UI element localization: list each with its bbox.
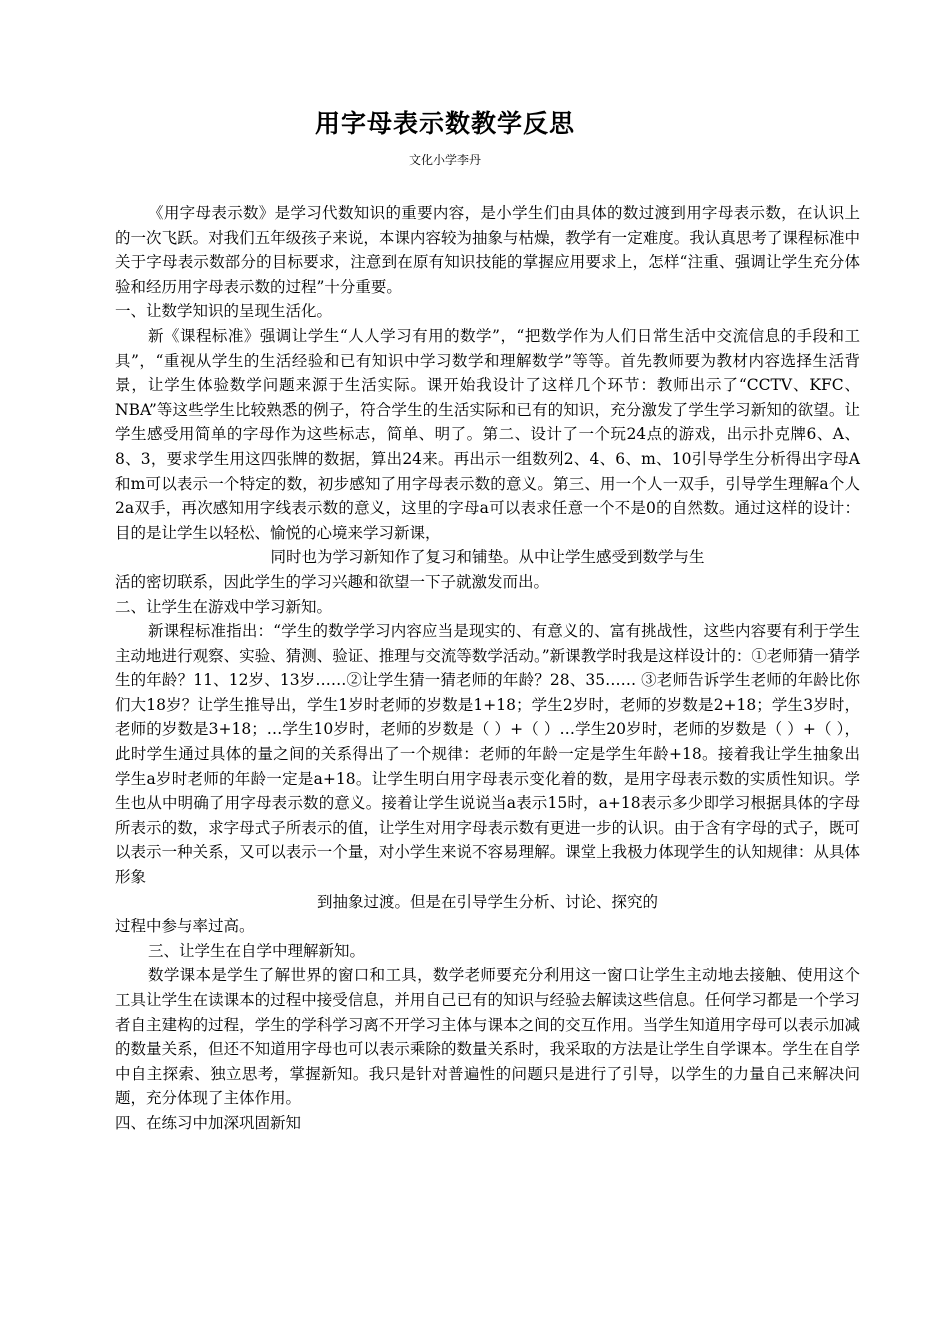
section-2-heading: 二、让学生在游戏中学习新知。 [115,597,333,616]
intro-paragraph: 《用字母表示数》是学习代数知识的重要内容，是小学生们由具体的数过渡到用字母表示数，在认识上的一次飞跃。对我们五年级孩子来说，本课内容较为抽象与枯燥，教学有一定难度。我认真思考了课程标准中关于字母表示数部分的目标要求，注意到在原有知识技能的掌握应用要求上，怎样“注重、强调让学生充分体验和经历用字母表示数的过程”十分重要。 [115,204,860,296]
section-1-paragraph-end: 活的密切联系，因此学生的学习兴趣和欲望一下子就激发而出。 [115,572,550,591]
section-2-paragraph-center-line: 到抽象过渡。但是在引导学生分析、讨论、探究的 [316,892,658,911]
section-1-heading: 一、让数学知识的呈现生活化。 [115,302,333,321]
section-1-paragraph: 新《课程标准》强调让学生“人人学习有用的数学”，“把数学作为人们日常生活中交流信息的手段和工具”，“重视从学生的生活经验和已有知识中学习数学和理解数学”等等。首先教师要为教材内容选择生活背景，让学生体验数学问题来源于生活实际。课开始我设计了这样几个环节：教师出示了“CCTV、KFC、NBA”等这些学生比较熟悉的例子，符合学生的生活实际和已有的知识，充分激发了学生学习新知的欲望。让学生感受用简单的字母作为这些标志，简单、明了。第二、设计了一个玩24点的游戏，出示扑克牌6、A、8、3，要求学生用这四张牌的数据，算出24来。再出示一组数列2、4、6、m、10引导学生分析得出字母A和m可以表示一个特定的数，初步感知了用字母表示数的意义。第三、用一个人一双手，引导学生理解a个人2a双手，再次感知用字线表示数的意义，这里的字母a可以表求任意一个不是0的自然数。通过这样的设计：目的是让学生以轻松、愉悦的心境来学习新课， [115,326,860,542]
section-2-paragraph: 新课程标准指出：“学生的数学学习内容应当是现实的、有意义的、富有挑战性，这些内容要有利于学生主动地进行观察、实验、猜测、验证、推理与交流等数学活动。”新课教学时我是这样设计的：①老师猜一猜学生的年龄？11、12岁、13岁……②让学生猜一猜老师的年龄？28、35…… ③老师告诉学生老师的年龄比你们大18岁？让学生推导出，学生1岁时老师的岁数是1+18；学生2岁时，老师的岁数是2+18；学生3岁时，老师的岁数是3+18；…学生10岁时，老师的岁数是（ ）+（ ）…学生20岁时，老师的岁数是（ ）+（ ），此时学生通过具体的量之间的关系得出了一个规律：老师的年龄一定是学生年龄+18。接着我让学生抽象出学生a岁时老师的年龄一定是a+18。让学生明白用字母表示变化着的数，是用字母表示数的实质性知识。学生也从中明确了用字母表示数的意义。接着让学生说说当a表示15时，a+18表示多少即学习根据具体的字母所表示的数，求字母式子所表示的值，让学生对用字母表示数有更进一步的认识。由于含有字母的式子，既可以表示一种关系，又可以表示一个量，对小学生来说不容易理解。课堂上我极力体现学生的认知规律：从具体形象 [115,622,860,887]
section-2-paragraph-end: 过程中参与率过高。 [115,917,255,936]
section-1-paragraph-center-line: 同时也为学习新知作了复习和铺垫。从中让学生感受到数学与生 [270,548,705,567]
section-3-paragraph: 数学课本是学生了解世界的窗口和工具，数学老师要充分利用这一窗口让学生主动地去接触、使用这个工具让学生在读课本的过程中接受信息，并用自己已有的知识与经验去解读这些信息。任何学习都是一个学习者自主建构的过程，学生的学科学习离不开学习主体与课本之间的交互作用。当学生知道用字母可以表示加减的数量关系，但还不知道用字母也可以表示乘除的数量关系时，我采取的方法是让学生自学课本。学生在自学中自主探索、独立思考，掌握新知。我只是针对普遍性的问题只是进行了引导，以学生的力量自己来解决问题，充分体现了主体作用。 [115,966,860,1108]
document-body [115,201,860,1136]
document-author: 文化小学李丹 [408,153,481,167]
section-4-heading: 四、在练习中加深巩固新知 [115,1113,302,1132]
section-3-heading: 三、让学生在自学中理解新知。 [148,941,366,960]
document-title: 用字母表示数教学反思 [314,109,575,138]
